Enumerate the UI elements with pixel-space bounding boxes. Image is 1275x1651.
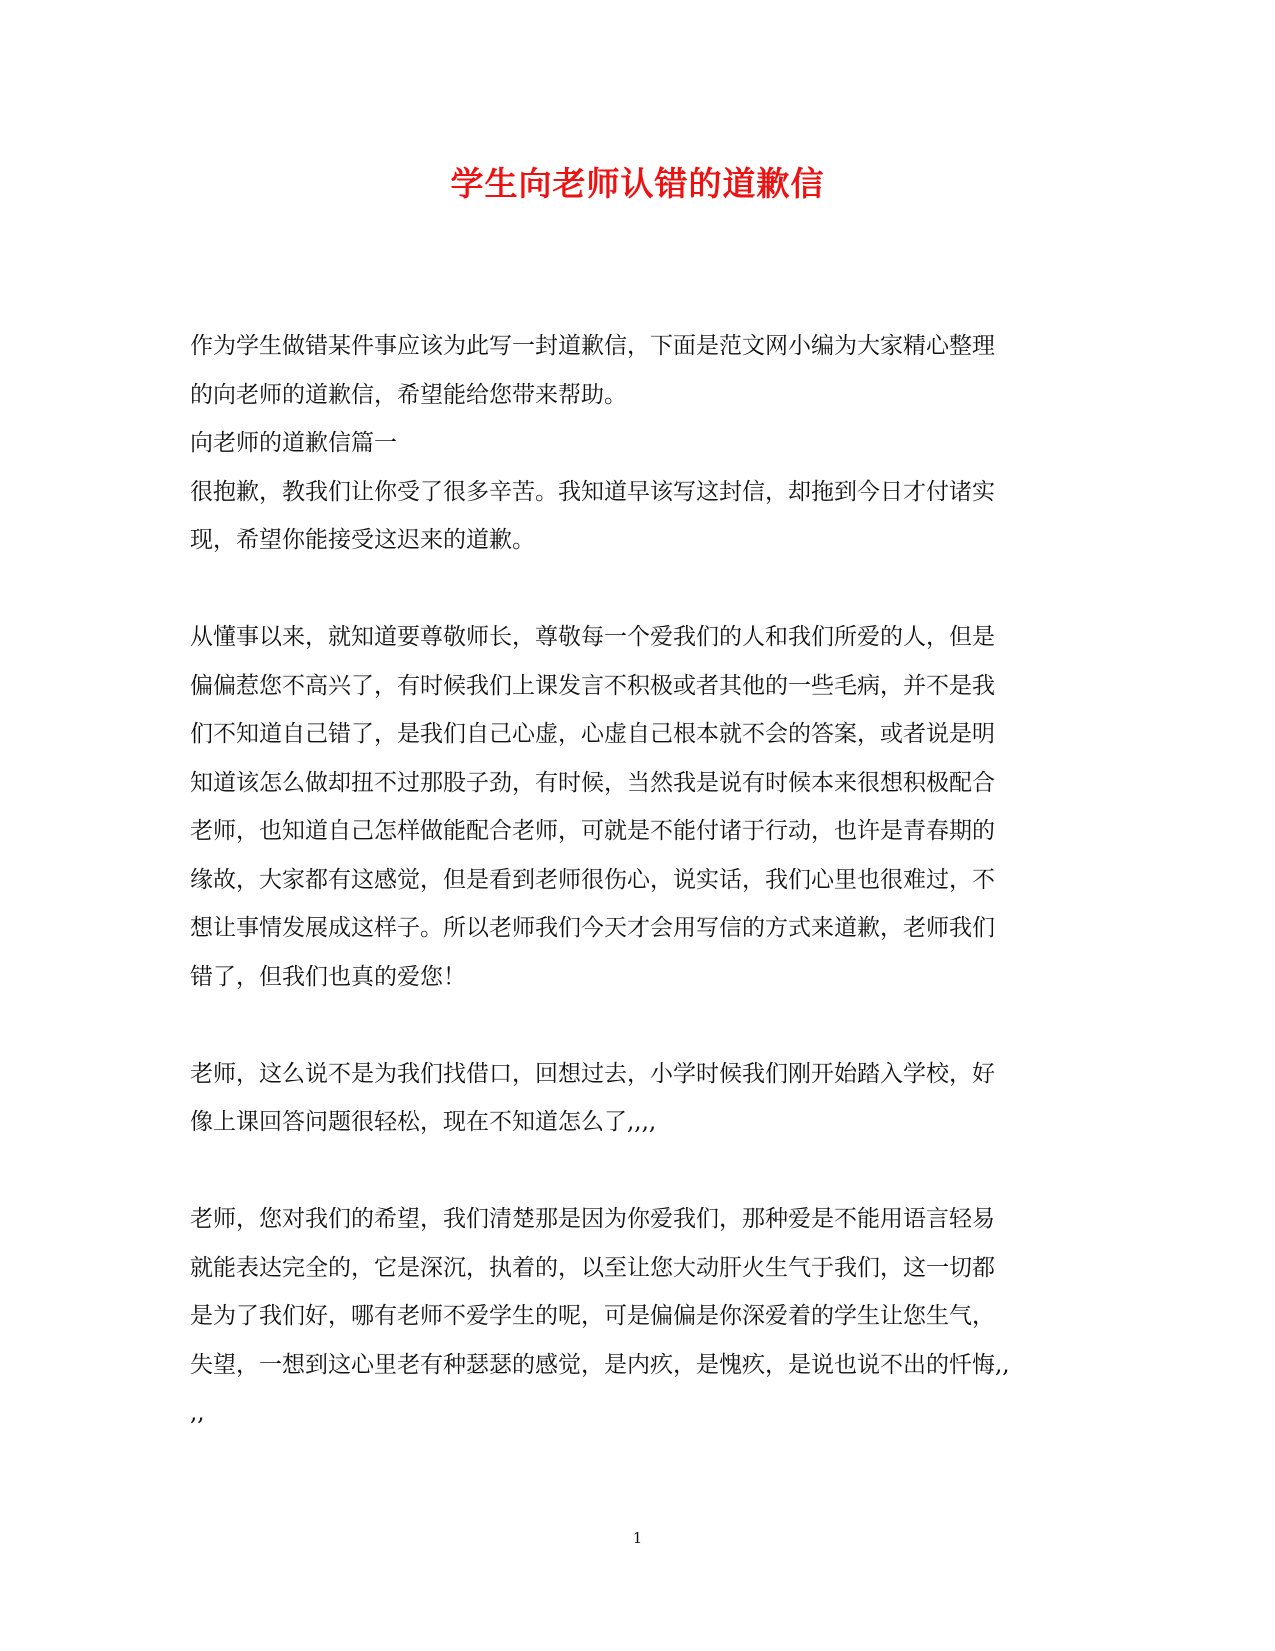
text-line: 很抱歉，教我们让你受了很多辛苦。我知道早该写这封信，却拖到今日才付诸实 xyxy=(190,478,995,505)
paragraph-gap xyxy=(190,1147,1070,1196)
paragraph-gap xyxy=(190,565,1070,614)
text-line: 错了，但我们也真的爱您！ xyxy=(190,963,466,990)
text-line: 从懂事以来，就知道要尊敬师长，尊敬每一个爱我们的人和我们所爱的人，但是 xyxy=(190,624,995,650)
document-title: 学生向老师认错的道歉信 xyxy=(450,164,825,203)
section-heading: 向老师的道歉信篇一 xyxy=(190,430,397,456)
text-line: 偏偏惹您不高兴了，有时候我们上课发言不积极或者其他的一些毛病，并不是我 xyxy=(190,672,995,699)
text-line: 知道该怎么做却扭不过那股子劲，有时候，当然我是说有时候本来很想积极配合 xyxy=(190,769,995,796)
text-line: 们不知道自己错了，是我们自己心虚，心虚自己根本就不会的答案，或者说是明 xyxy=(190,721,995,747)
document-body xyxy=(190,322,1070,1438)
text-line: 就能表达完全的，它是深沉，执着的，以至让您大动肝火生气于我们，这一切都 xyxy=(190,1254,995,1281)
page-number: 1 xyxy=(632,1529,643,1547)
text-line: 作为学生做错某件事应该为此写一封道歉信，下面是范文网小编为大家精心整理 xyxy=(190,333,995,359)
text-line: 现，希望你能接受这迟来的道歉。 xyxy=(190,527,535,553)
text-line: 老师，这么说不是为我们找借口，回想过去，小学时候我们刚开始踏入学校，好 xyxy=(190,1060,995,1087)
text-line: 的向老师的道歉信，希望能给您带来帮助。 xyxy=(190,381,627,408)
text-line: 缘故，大家都有这感觉，但是看到老师很伤心，说实话，我们心里也很难过，不 xyxy=(190,866,995,893)
text-line: 老师，您对我们的希望，我们清楚那是因为你爱我们，那种爱是不能用语言轻易 xyxy=(190,1206,995,1232)
text-line: 失望，一想到这心里老有种瑟瑟的感觉，是内疚，是愧疚，是说也说不出的忏悔,, xyxy=(190,1351,1010,1378)
text-line: 是为了我们好，哪有老师不爱学生的呢，可是偏偏是你深爱着的学生让您生气， xyxy=(190,1303,995,1329)
text-line: 老师，也知道自己怎样做能配合老师，可就是不能付诸于行动，也许是青春期的 xyxy=(190,818,995,844)
text-line: 像上课回答问题很轻松，现在不知道怎么了,,,, xyxy=(190,1109,657,1135)
text-line: ,, xyxy=(190,1400,205,1426)
paragraph-gap xyxy=(190,1001,1070,1050)
text-line: 想让事情发展成这样子。所以老师我们今天才会用写信的方式来道歉，老师我们 xyxy=(190,915,995,941)
